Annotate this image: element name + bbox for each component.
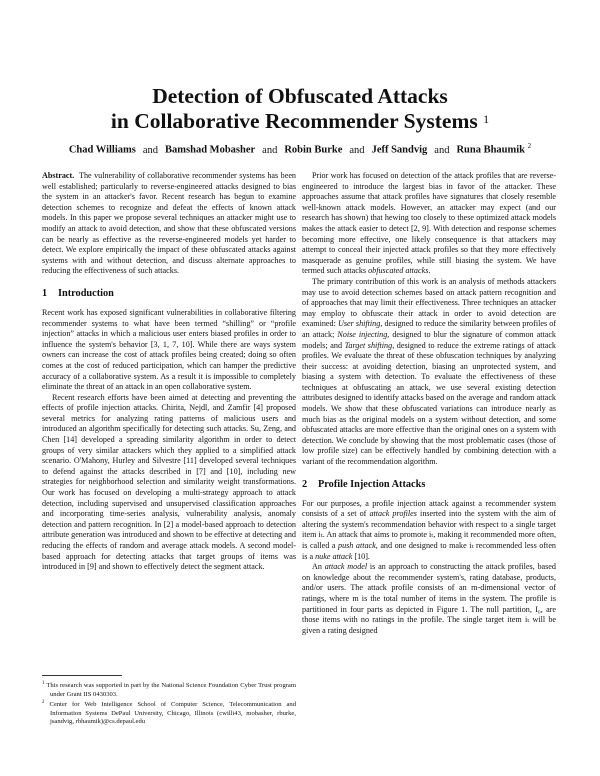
term-target-shifting: Target shifting [344, 340, 393, 350]
author-list [0, 140, 600, 157]
author-3: Robin Burke [284, 144, 343, 156]
section-2-paragraph-2 [302, 562, 556, 636]
section-1-title: Introduction [58, 287, 114, 299]
s2-p2-text-b: is an approach to constructing the attack profiles, based on knowledge about the recommender system's, rating database, products, and/or users. The attack profile consists of an m-dimensional vector of ratings, where m is the total number of items in the system. The profile is partitioned in four parts as depicted in Figure 1. The null partition, I₀, are those items with no ratings in the profile. The single target item iₜ will be given a rating designed [302, 562, 556, 635]
right-column [302, 171, 556, 636]
section-2-number: 2 [302, 478, 308, 490]
abstract [42, 171, 296, 277]
term-obfuscated-attacks: obfuscated attacks [368, 266, 429, 276]
footnotes [42, 680, 296, 726]
footnote-1-text: This research was supported in part by the National Science Foundation Cyber Trust program under Grant IIS 0430303. [46, 682, 296, 698]
author-conj: and [434, 144, 450, 156]
footnote-1-mark: 1 [42, 681, 45, 686]
section-2-paragraph-1 [302, 499, 556, 563]
intro-paragraph-2: Recent research efforts have been aimed at detecting and preventing the effects of profile injection attacks. Chirita, Nejdl, and Zamfir [4] proposed several metrics for analyzing rating patterns of malicious users and introduced an algorithm specifically for detecting such attacks. Su, Zeng, and Chen [14] developed a spreading similarity algorithm in order to detect groups of very similar attackers which they applied to a simplified attack scenario. O'Mahony, Hurley and Silvestre [11] developed several techniques to defend against the attacks described in [7] and [10], including new strategies for neighborhood selection and similarity weight transformations. Our work has focused on developing a multi-strategy approach to attack detection, including supervised and unsupervised classification approaches and incorporating time-series analysis, vulnerability analysis, anomaly detection and pattern recognition. In [2] a model-based approach to detection attribute generation was introduced and shown to be effective at detecting and reducing the effects of random and average attack models. A second model-based approach for detecting attacks that target groups of items was introduced in [9] and shown to effectively detect the segment attack. [42, 392, 296, 572]
author-4: Jeff Sandvig [371, 144, 428, 156]
author-5: Runa Bhaumik [456, 144, 526, 156]
footnote-2-mark: 2 [42, 700, 45, 705]
title-line-2-text: in Collaborative Recommender Systems [110, 109, 478, 133]
term-user-shifting: User shifting [337, 319, 381, 329]
right-p2-text-c: , designed to blur the signature of common attack models; and [302, 329, 556, 350]
title-line-2 [0, 109, 600, 134]
footnote-2-text: Center for Web Intelligence School of Computer Science, Telecommunication and Information Systems DePaul University, Chicago, Illinois (cwilli43, mobasher, rburke, jsandvig, rbhaumik)@cs.depaul.edu [49, 701, 296, 725]
right-p2-text-b: , designed to reduce the similarity between profiles of an attack; [302, 319, 557, 339]
term-attack-profiles: attack profiles [369, 509, 417, 519]
right-p1-text: Prior work has focused on detection of the attack profiles that are reverse-engineered to introduce the largest bias in favor of the attacker. These approaches assume that attack profiles have signatures that closely resemble well-known attack models. However, an attacker may expect (and our research has shown) that hewing too closely to these optimized attack models makes the attack easier to detect [2, 9]. With detection and response schemes becoming more effective, one likely consequence is that attackers may attempt to conceal their injected attack profiles so that they more effectively masquerade as genuine profiles, while still biasing the system. We have termed such attacks [302, 171, 556, 276]
title-footnote-mark: 1 [483, 112, 490, 126]
s2-p2-text-a: An [312, 562, 325, 572]
s2-p1-text-a: For our purposes, a profile injection attack against a recommender system consists of a set of [302, 498, 556, 519]
section-2-heading [302, 478, 556, 491]
term-attack-model: attack model [324, 562, 368, 572]
footnote-2 [42, 699, 296, 726]
author-footnote-mark: 2 [527, 142, 532, 150]
section-1-number: 1 [42, 287, 48, 299]
term-push-attack: push attack [338, 541, 376, 550]
s2-p1-text-c: , and one designed to make iₜ recommended less often is a [302, 541, 556, 561]
right-p2-text-d: , designed to reduce the extreme ratings of attack profiles. We evaluate the threat of these obfuscation techniques by analyzing their success: at avoiding detection, biasing an unprotected system, and biasing a system with detection. To evaluate the effectiveness of these techniques at obfuscating an attack, we use several existing detection attributes designed to identify attacks based on the average and random attack models. We show that these obfuscated variations can introduce nearly as much bias as the original models on a system without detection, and some obfuscated attacks are more effective than the original ones on a system with detection. We conclude by showing that the most problematic cases (those of low profile size) can be effectively handled by combining detection with a variant of the recommendation algorithm. [302, 340, 556, 467]
author-2: Bamshad Mobasher [165, 144, 256, 156]
right-paragraph-1 [302, 171, 556, 277]
author-conj: and [142, 144, 159, 156]
footnote-1 [42, 680, 296, 699]
right-paragraph-2 [302, 277, 556, 468]
intro-paragraph-1: Recent work has exposed significant vulnerabilities in collaborative filtering recommender systems to what have been termed “shilling” or “profile injection” attacks in which a malicious user enters biased profiles in order to influence the system's behavior [3, 1, 7, 10]. While there are ways system owners can increase the cost of attack profiles being created; doing so often comes at the cost of reduced participation, which can hamper the predictive accuracy of a collaborative system. As a result it is impossible to completely eliminate the threat of an attack in an open collaborative system. [42, 307, 296, 392]
footnote-rule [42, 675, 122, 676]
s2-p1-text-b: inserted into the system with the aim of altering the system's recommendation behavior with respect to a single target item iₜ. An attack that aims to promote iₜ, making it recommended more often, is called a [302, 509, 556, 550]
right-p2-text-a: The primary contribution of this work is an analysis of methods attackers may use to avoid detection schemes based on attack pattern recognition and of approaches that may limit their effectiveness. Three techniques an attacker may employ to obfuscate their attack in order to avoid detection are examined: [302, 276, 556, 329]
section-2-title: Profile Injection Attacks [318, 478, 426, 490]
abstract-label: Abstract. [42, 171, 75, 180]
right-p1-end: . [428, 266, 431, 276]
left-column [42, 171, 296, 573]
author-1: Chad Williams [68, 144, 136, 156]
author-conj: and [349, 144, 365, 156]
author-conj: and [262, 144, 278, 156]
s2-p1-text-d: [10]. [352, 551, 370, 561]
paper-title [0, 84, 600, 134]
title-line-1: Detection of Obfuscated Attacks [152, 84, 448, 108]
term-nuke-attack: nuke attack [315, 551, 353, 561]
section-1-heading [42, 287, 296, 300]
term-noise-injecting: Noise injecting [337, 329, 388, 339]
abstract-text: The vulnerability of collaborative recommender systems has been well established; particularly to reverse-engineered attacks designed to bias the system in an attacker's favor. Recent research has begun to examine detection schemes to recognize and defeat the effects of known attack models. In this paper we propose several techniques an attacker might use to modify an attack to avoid detection, and show that these obfuscated versions can be nearly as effective as the reverse-engineered models yet harder to detect. We explore empirically the impact of these obfuscated attacks against systems with and without detection, and discuss alternate approaches to reducing the effectiveness of such attacks. [42, 171, 296, 276]
